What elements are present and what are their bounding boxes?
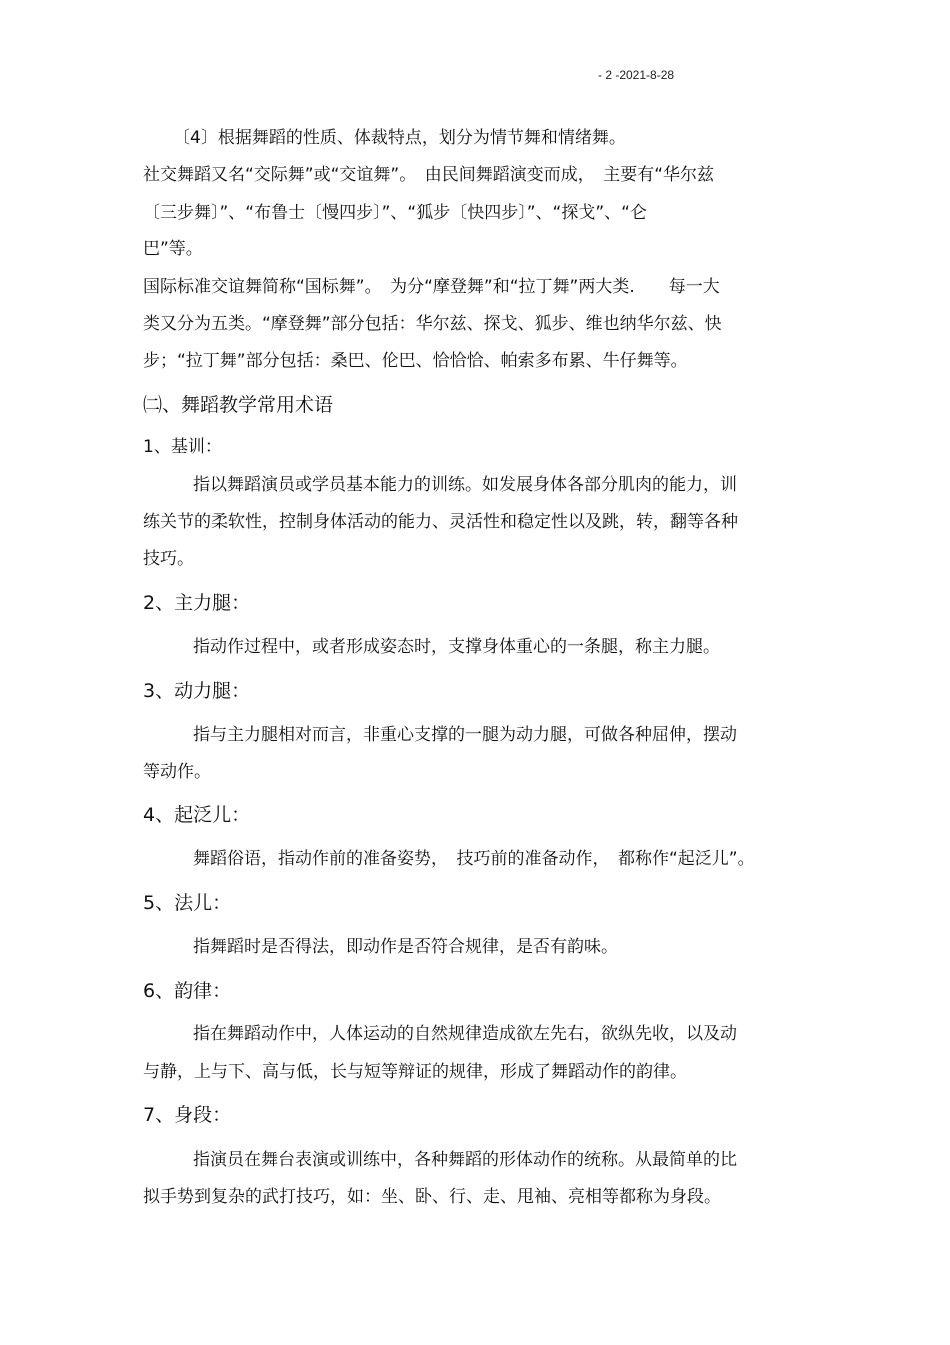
term-text: 拟手势到复杂的武打技巧，如：坐、卧、行、走、甩袖、亮相等都称为身段。 [143,1187,721,1207]
intro-line: 〔三步舞〕”、“布鲁士〔慢四步〕”、“狐步〔快四步〕”、“探戈”、“仑 [143,203,647,223]
term-heading: 1、基训： [143,437,222,457]
term-heading: 5、法儿： [143,892,232,914]
intro-line: 〔4〕根据舞蹈的性质、体裁特点，划分为情节舞和情绪舞。 [173,128,626,148]
term-text: 技巧。 [143,549,194,569]
intro-line: 类又分为五类。“摩登舞”部分包括：华尔兹、探戈、狐步、维也纳华尔兹、快 [143,314,722,334]
term-heading: 4、起泛儿： [143,804,251,826]
intro-line: 社交舞蹈又名“交际舞”或“交谊舞”。 由民间舞蹈演变而成， 主要有“华尔兹 [143,165,715,185]
section-title: ㈡、舞蹈教学常用术语 [143,394,334,416]
term-text: 练关节的柔软性，控制身体活动的能力、灵活性和稳定性以及跳，转，翻等各种 [143,512,738,532]
term-text: 指在舞蹈动作中，人体运动的自然规律造成欲左先右，欲纵先收，以及动 [193,1024,737,1044]
term-text: 舞蹈俗语，指动作前的准备姿势， 技巧前的准备动作， 都称作“起泛儿”。 [193,849,755,869]
term-text: 指以舞蹈演员或学员基本能力的训练。如发展身体各部分肌肉的能力，训 [193,475,737,495]
term-text: 指舞蹈时是否得法，即动作是否符合规律，是否有韵味。 [193,937,618,957]
term-heading: 3、动力腿： [143,680,251,702]
page-header: - 2 -2021-8-28 [598,68,675,82]
term-text: 指演员在舞台表演或训练中，各种舞蹈的形体动作的统称。从最简单的比 [193,1150,737,1170]
term-heading: 6、韵律： [143,980,232,1002]
term-text: 指动作过程中，或者形成姿态时，支撑身体重心的一条腿，称主力腿。 [193,637,720,657]
intro-line: 国际标准交谊舞简称“国标舞”。 为分“摩登舞”和“拉丁舞”两大类. 每一大 [143,277,720,297]
term-text: 等动作。 [143,762,211,782]
intro-line: 巴”等。 [143,239,203,259]
term-heading: 7、身段： [143,1104,232,1126]
term-text: 指与主力腿相对而言，非重心支撑的一腿为动力腿，可做各种屈伸，摆动 [193,725,737,745]
term-heading: 2、主力腿： [143,592,251,614]
term-text: 与静，上与下、高与低，长与短等辩证的规律，形成了舞蹈动作的韵律。 [143,1062,687,1082]
intro-line: 步；“拉丁舞”部分包括：桑巴、伦巴、恰恰恰、帕索多布累、牛仔舞等。 [143,351,688,371]
